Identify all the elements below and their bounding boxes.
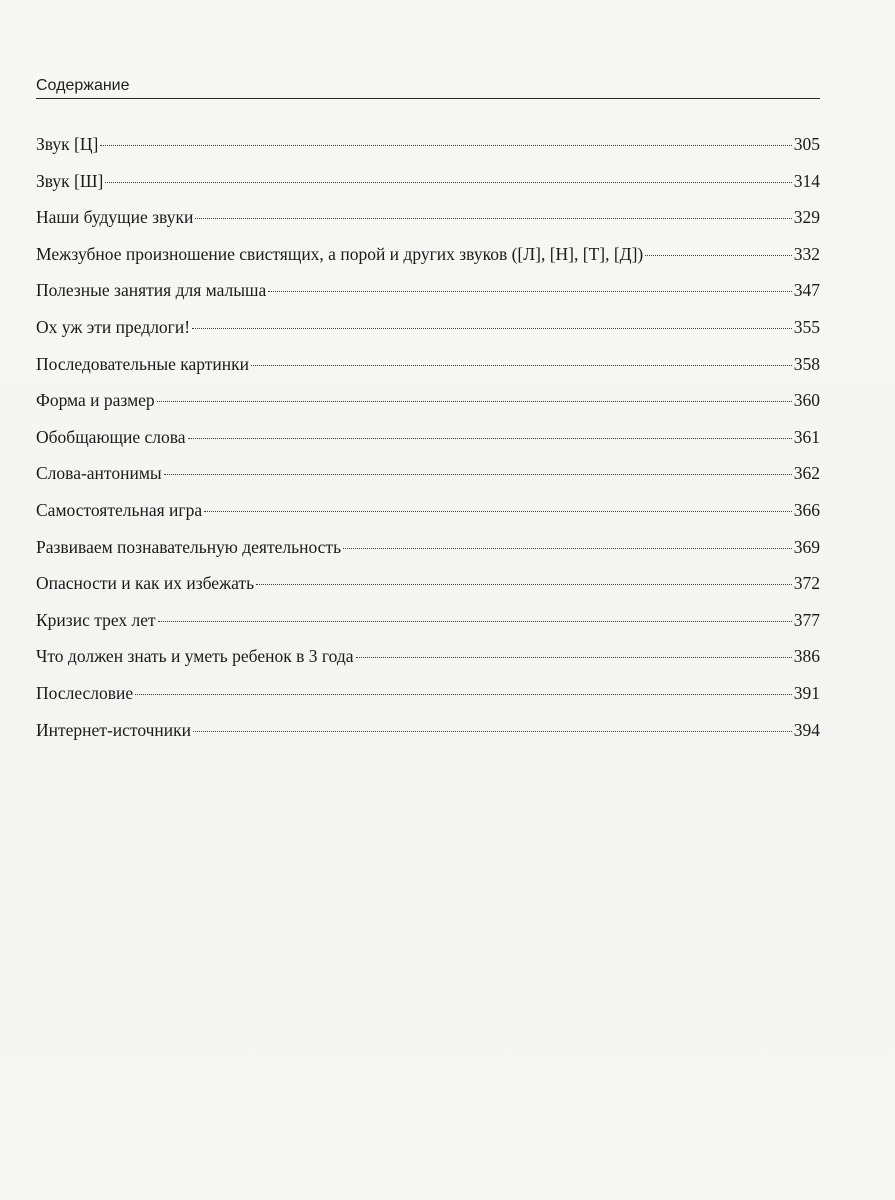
header-title: Содержание [36,77,130,94]
toc-entry-title: Наши будущие звуки [36,207,194,228]
dot-leader [256,584,792,585]
running-header [36,76,820,99]
toc-entry-title: Самостоятельная игра [36,499,203,520]
dot-leader [268,291,791,292]
toc-entry-page: 332 [793,243,820,264]
toc-entry-page: 394 [793,719,820,740]
dot-leader [192,328,792,329]
toc-entry-title: Развиваем познавательную деятельность [36,536,342,557]
toc-entry-page: 391 [793,682,820,703]
toc-entry-page: 355 [793,316,820,337]
dot-leader [356,657,792,658]
toc-entry [36,461,820,498]
dot-leader [193,731,792,732]
toc-entry-page: 386 [793,646,820,667]
toc-entry [36,242,820,279]
toc-entry [36,352,820,389]
toc-entry [36,315,820,352]
toc-entry-title: Обобщающие слова [36,426,186,447]
toc-entry-title: Ох уж эти предлоги! [36,316,191,337]
toc-entry-page: 361 [793,426,820,447]
toc-entry-page: 362 [793,463,820,484]
toc-entry [36,681,820,718]
dot-leader [100,145,791,146]
dot-leader [158,621,792,622]
toc-entry-page: 314 [793,170,820,191]
dot-leader [105,182,791,183]
dot-leader [157,401,792,402]
toc-entry [36,278,820,315]
toc-entry [36,425,820,462]
dot-leader [251,365,792,366]
toc-entry-title: Послесловие [36,682,134,703]
toc-entry [36,388,820,425]
dot-leader [645,255,791,256]
toc-entry [36,644,820,681]
dot-leader [135,694,792,695]
toc-entry-page: 360 [793,390,820,411]
toc-entry-title: Форма и размер [36,390,155,411]
toc-entry-title: Звук [Ц] [36,134,99,154]
toc-entry-page: 329 [793,207,820,228]
dot-leader [164,474,792,475]
toc-entry-page: 305 [793,134,820,154]
toc-entry [36,132,820,169]
toc-entry-title: Интернет-источники [36,719,192,740]
toc-entry [36,571,820,608]
toc-entry-title: Кризис трех лет [36,609,156,630]
toc-entry-page: 347 [793,280,820,301]
toc-entry-title: Опасности и как их избежать [36,573,255,594]
table-of-contents [36,132,820,754]
toc-entry-page: 372 [793,573,820,594]
toc-entry [36,169,820,206]
toc-entry-title: Полезные занятия для малыша [36,280,267,301]
toc-entry [36,205,820,242]
toc-entry [36,608,820,645]
dot-leader [188,438,792,439]
dot-leader [343,548,792,549]
toc-entry-page: 358 [793,353,820,374]
toc-entry-page: 366 [793,499,820,520]
toc-entry-page: 377 [793,609,820,630]
toc-entry [36,718,820,755]
toc-entry-title: Что должен знать и уметь ребенок в 3 года [36,646,354,667]
toc-entry-title: Последовательные картинки [36,353,250,374]
toc-entry-page: 369 [793,536,820,557]
toc-entry-title: Звук [Ш] [36,170,104,191]
toc-entry-title: Слова-антонимы [36,463,162,484]
dot-leader [195,218,791,219]
dot-leader [204,511,792,512]
toc-entry-title: Межзубное произношение свистящих, а порой и других звуков ([Л], [Н], [Т], [Д]) [36,243,644,264]
toc-entry [36,498,820,535]
toc-entry [36,535,820,572]
